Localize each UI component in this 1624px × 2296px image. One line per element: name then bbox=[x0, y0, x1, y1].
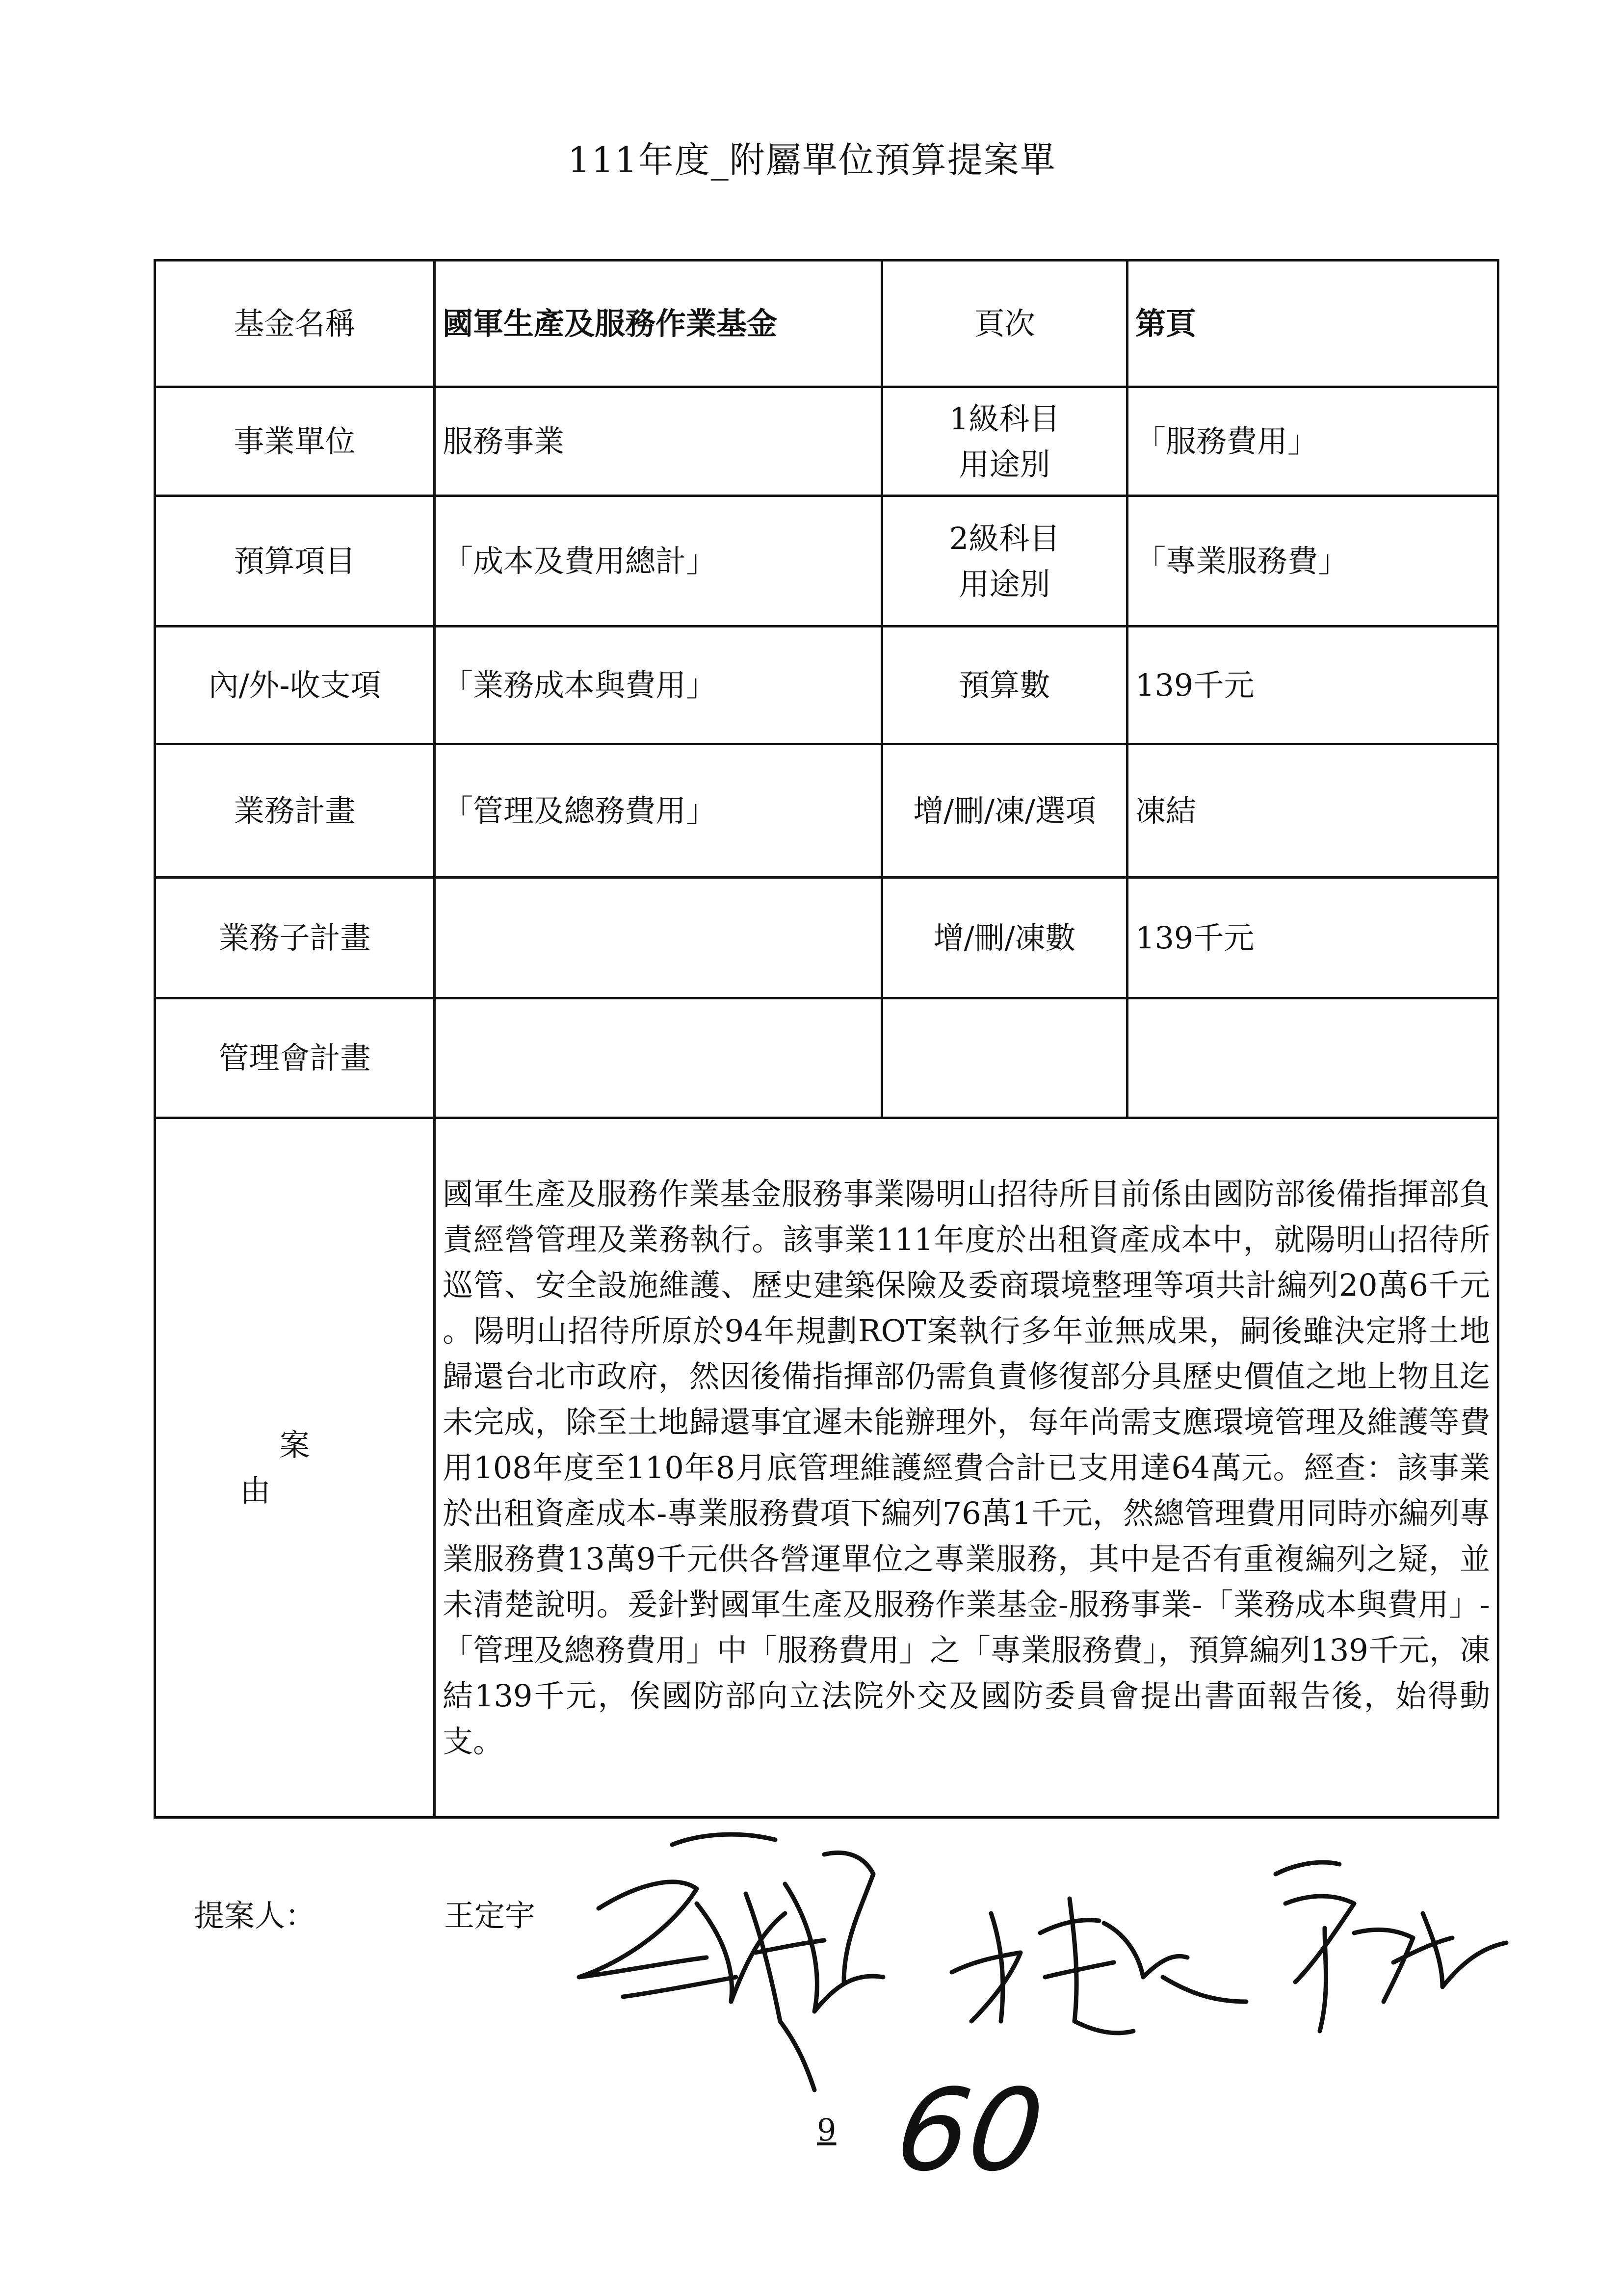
management-plan-value bbox=[435, 998, 882, 1118]
fund-name-value: 國軍生產及服務作業基金 bbox=[435, 261, 882, 387]
budget-amount-label: 預算數 bbox=[882, 626, 1127, 744]
business-unit-label: 事業單位 bbox=[155, 387, 435, 496]
signature-2 bbox=[952, 1899, 1246, 2033]
proposal-form-table bbox=[154, 259, 1499, 1819]
income-expense-label: 內/外-收支項 bbox=[155, 626, 435, 744]
page-number: 9 bbox=[817, 2112, 837, 2148]
table-row-reason bbox=[155, 1118, 1498, 1818]
signature-3 bbox=[1276, 1862, 1506, 2031]
table-row-business-unit bbox=[155, 387, 1498, 496]
action-option-label: 增/刪/凍/選項 bbox=[882, 744, 1127, 878]
level1-account-value: 「服務費用」 bbox=[1127, 387, 1498, 496]
table-row-fund-name bbox=[155, 261, 1498, 387]
table-row-management-plan bbox=[155, 998, 1498, 1118]
management-plan-extra-value bbox=[1127, 998, 1498, 1118]
action-amount-value: 139千元 bbox=[1127, 878, 1498, 998]
proposer-name: 王定宇 bbox=[444, 1898, 536, 1933]
form-title: 111年度_附屬單位預算提案單 bbox=[568, 139, 1056, 181]
business-plan-label: 業務計畫 bbox=[155, 744, 435, 878]
page-value: 第頁 bbox=[1127, 261, 1498, 387]
management-plan-label: 管理會計畫 bbox=[155, 998, 435, 1118]
level1-account-label-line1: 1級科目 bbox=[949, 400, 1060, 437]
budget-item-label: 預算項目 bbox=[155, 496, 435, 626]
level1-account-label-line2: 用途別 bbox=[959, 446, 1050, 482]
level1-account-label bbox=[882, 387, 1127, 496]
budget-amount-value: 139千元 bbox=[1127, 626, 1498, 744]
management-plan-extra-label bbox=[882, 998, 1127, 1118]
action-option-value: 凍結 bbox=[1127, 744, 1498, 878]
reason-label: 案由 bbox=[155, 1118, 435, 1818]
level2-account-value: 「專業服務費」 bbox=[1127, 496, 1498, 626]
table-row-budget-item bbox=[155, 496, 1498, 626]
table-row-income-expense bbox=[155, 626, 1498, 744]
signature-1 bbox=[579, 1834, 883, 2090]
business-unit-value: 服務事業 bbox=[435, 387, 882, 496]
action-amount-label: 增/刪/凍數 bbox=[882, 878, 1127, 998]
reason-text: 國軍生產及服務作業基金服務事業陽明山招待所目前係由國防部後備指揮部負責經營管理及業務執行。該事業111年度於出租資產成本中，就陽明山招待所巡管、安全設施維護、歷史建築保險及委商環境整理等項共計編列20萬6千元 。陽明山招待所原於94年規劃ROT案執行多年並無成果，嗣後雖決定將土地歸還台北市政府，然因後備指揮部仍需負責修復部分具歷史價值之地上物且迄未完成，除至土地歸還事宜遲未能辦理外，每年尚需支應環境管理及維護等費用108年度至110年8月底管理維護經費合計已支用達64萬元。經查：該事業於出租資產成本-專業服務費項下編列76萬1千元，然總管理費用同時亦編列專業服務費13萬9千元供各營運單位之專業服務，其中是否有重複編列之疑，並未清楚說明。爰針對國軍生產及服務作業基金-服務事業-「業務成本與費用」-「管理及總務費用」中「服務費用」之「專業服務費」，預算編列139千元，凍結139千元，俟國防部向立法院外交及國防委員會提出書面報告後，始得動支。 bbox=[435, 1118, 1498, 1818]
level2-account-label-line1: 2級科目 bbox=[949, 520, 1060, 556]
level2-account-label bbox=[882, 496, 1127, 626]
sub-plan-label: 業務子計畫 bbox=[155, 878, 435, 998]
business-plan-value: 「管理及總務費用」 bbox=[435, 744, 882, 878]
table-row-sub-plan bbox=[155, 878, 1498, 998]
handwritten-page-number: 60 bbox=[889, 2065, 1051, 2196]
income-expense-value: 「業務成本與費用」 bbox=[435, 626, 882, 744]
sub-plan-value bbox=[435, 878, 882, 998]
fund-name-label: 基金名稱 bbox=[155, 261, 435, 387]
budget-item-value: 「成本及費用總計」 bbox=[435, 496, 882, 626]
level2-account-label-line2: 用途別 bbox=[959, 566, 1050, 602]
proposer-label: 提案人： bbox=[194, 1898, 316, 1933]
page-label: 頁次 bbox=[882, 261, 1127, 387]
table-row-business-plan bbox=[155, 744, 1498, 878]
